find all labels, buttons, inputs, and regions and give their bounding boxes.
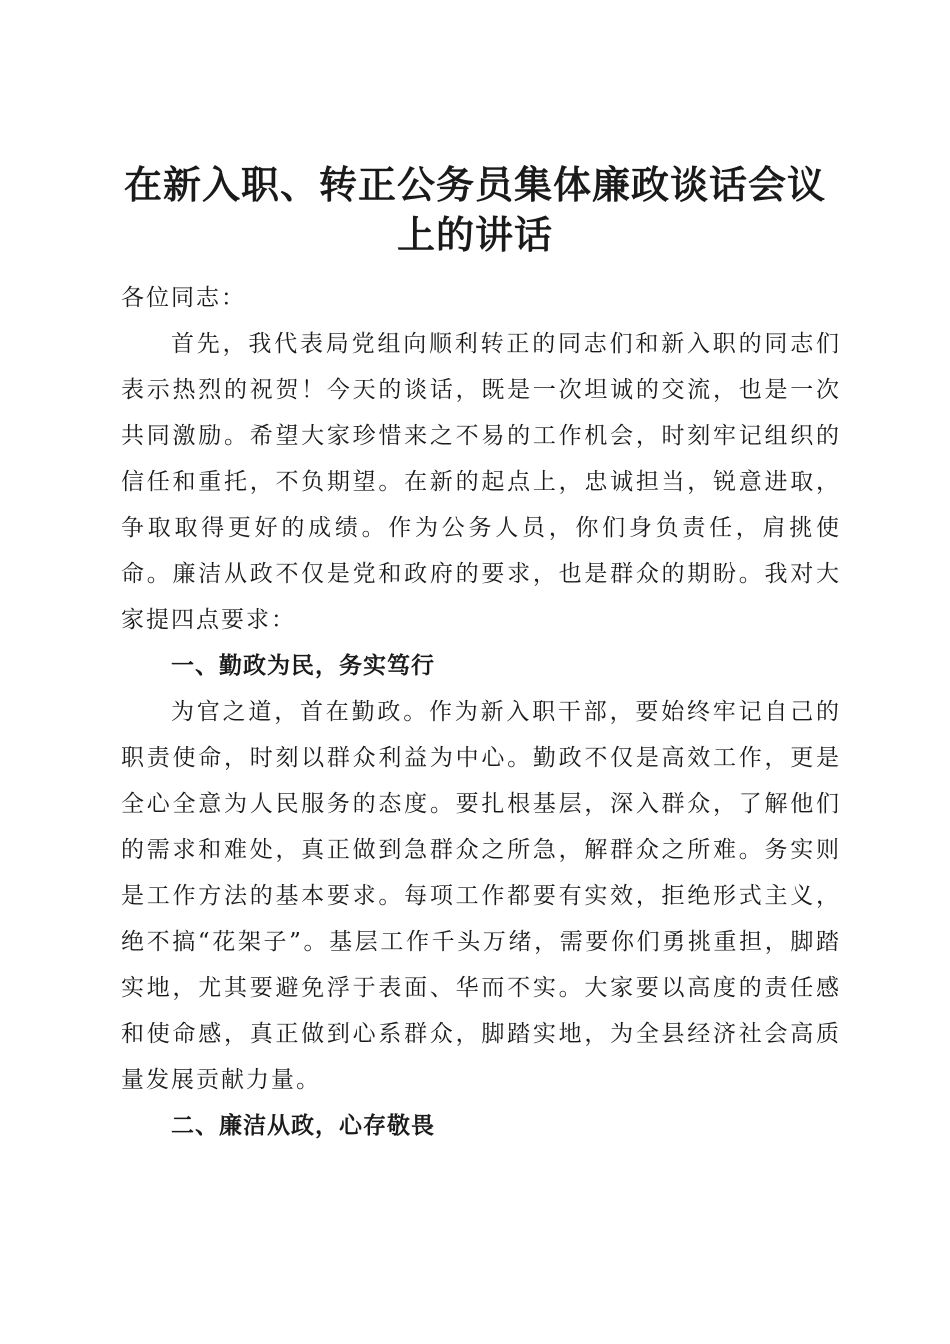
document-title: 在新入职、转正公务员集体廉政谈话会议上的讲话	[123, 162, 826, 258]
salutation: 各位同志：	[121, 285, 246, 311]
section-1-paragraph: 为官之道，首在勤政。作为新入职干部，要始终牢记自己的职责使命，时刻以群众利益为中心。勤政不仅是高效工作，更是全心全意为人民服务的态度。要扎根基层，深入群众，了解他们的需求和难处，真正做到急群众之所急，解群众之所难。务实则是工作方法的基本要求。每项工作都要有实效，拒绝形式主义，绝不搞“花架子”。基层工作千头万绪，需要你们勇挑重担，脚踏实地，尤其要避免浮于表面、华而不实。大家要以高度的责任感和使命感，真正做到心系群众，脚踏实地，为全县经济社会高质量发展贡献力量。	[121, 699, 841, 1093]
section-2-heading: 二、廉洁从政，心存敬畏	[171, 1113, 435, 1139]
intro-paragraph: 首先，我代表局党组向顺利转正的同志们和新入职的同志们表示热烈的祝贺！今天的谈话，既是一次坦诚的交流，也是一次共同激励。希望大家珍惜来之不易的工作机会，时刻牢记组织的信任和重托，不负期望。在新的起点上，忠诚担当，锐意进取，争取取得更好的成绩。作为公务人员，你们身负责任，肩挑使命。廉洁从政不仅是党和政府的要求，也是群众的期盼。我对大家提四点要求：	[121, 331, 841, 633]
document-body	[121, 275, 841, 1149]
section-1-heading: 一、勤政为民，务实笃行	[171, 653, 435, 679]
